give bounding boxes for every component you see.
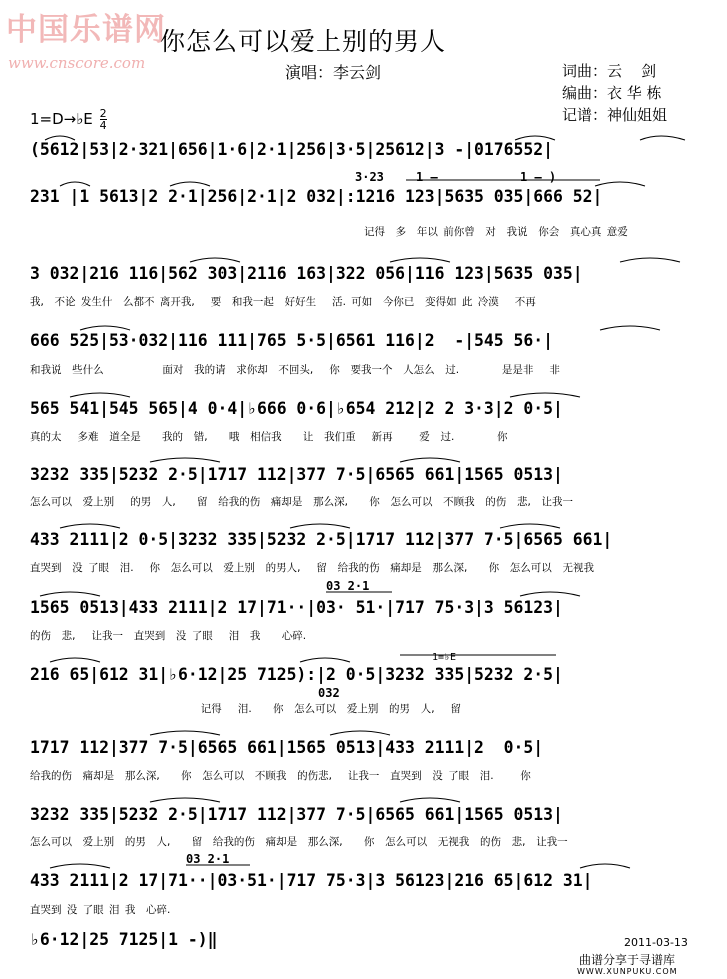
watermark-url: www.cnscore.com bbox=[8, 54, 146, 72]
watermark-site-name: 中国乐谱网 bbox=[6, 12, 166, 48]
coda-alternate: 032 bbox=[318, 686, 340, 700]
lyric-row: 给我的伤 痛却是 那么深, 你 怎么可以 不顾我 的伤悲, 让我一 直哭到 没 了眼 泪. 你 bbox=[30, 770, 531, 782]
transcriber-credit: 记谱：神仙姐姐 bbox=[562, 106, 668, 124]
score-row: 433 2111|2 0·5|3232 335|5232 2·5|1717 112|377 7·5|6565 661| bbox=[30, 530, 613, 549]
alternate-ending-2: 03 2·1 bbox=[186, 852, 230, 866]
score-row: 3232 335|5232 2·5|1717 112|377 7·5|6565 661|1565 0513| bbox=[30, 465, 563, 484]
lyric-row: 的伤 悲, 让我一 直哭到 没 了眼 泪 我 心碎. bbox=[30, 630, 307, 642]
score-row: 1717 112|377 7·5|6565 661|1565 0513|433 2111|2 0·5| bbox=[30, 738, 544, 757]
song-title: 你怎么可以爱上别的男人 bbox=[160, 27, 447, 56]
volta-bracket-1: 1 — bbox=[416, 170, 438, 184]
key-change-mark: 1=♭E bbox=[432, 652, 457, 663]
key-signature bbox=[30, 108, 107, 131]
lyric-row: 真的太 多难 道全是 我的 错, 哦 相信我 让 我们重 新再 爱 过. 你 bbox=[30, 431, 508, 443]
score-row: 3232 335|5232 2·5|1717 112|377 7·5|6565 661|1565 0513| bbox=[30, 805, 563, 824]
score-row: 231 |1 5613|2 2·1|256|2·1|2 032|:1216 123|5635 035|666 52| bbox=[30, 187, 603, 206]
transcription-date: 2011-03-13 bbox=[624, 936, 688, 949]
lyric-row: 和我说 些什么 面对 我的请 求你却 不回头, 你 要我一个 人怎么 过. 是是非 非 bbox=[30, 364, 560, 376]
volta-bracket-2: 1 — ) bbox=[520, 170, 557, 184]
volta-first-ending: 3·23 bbox=[355, 170, 384, 184]
lyrics-music-credit: 词曲：云 剑 bbox=[562, 62, 657, 80]
time-denominator: 4 bbox=[99, 119, 107, 132]
lyric-row: 直哭到 没 了眼 泪 我 心碎. bbox=[30, 904, 171, 916]
score-row: 3 032|216 116|562 303|2116 163|322 056|116 123|5635 035| bbox=[30, 264, 583, 283]
score-row: 565 541|545 565|4 0·4|♭666 0·6|♭654 212|2 2 3·3|2 0·5| bbox=[30, 399, 563, 418]
lyric-row: 直哭到 没 了眼 泪. 你 怎么可以 爱上别 的男人, 留 给我的伤 痛却是 那么深, 你 怎么可以 无视我 bbox=[30, 562, 594, 574]
alternate-ending-1: 03 2·1 bbox=[326, 579, 370, 593]
time-numerator: 2 bbox=[99, 107, 107, 120]
share-footer: 曲谱分享于寻谱库 bbox=[579, 953, 676, 967]
lyric-row: 怎么可以 爱上别 的男 人, 留 给我的伤 痛却是 那么深, 你 怎么可以 无视我 的伤 悲, 让我一 bbox=[30, 836, 568, 848]
score-row: 216 65|612 31|♭6·12|25 7125):|2 0·5|3232 335|5232 2·5| bbox=[30, 665, 563, 684]
time-signature bbox=[100, 108, 107, 131]
score-row: ♭6·12|25 7125|1 -)‖ bbox=[30, 930, 218, 949]
lyric-row: 我, 不论 发生什 么都不 离开我, 要 和我一起 好好生 活. 可如 今你已 变得如 此 冷漠 不再 bbox=[30, 296, 536, 308]
lyric-row: 记得 多 年以 前你曾 对 我说 你会 真心真 意爱 bbox=[364, 226, 628, 238]
score-row: 1565 0513|433 2111|2 17|71··|03· 51·|717 75·3|3 56123| bbox=[30, 598, 563, 617]
arranger-credit: 编曲：衣 华 栋 bbox=[562, 84, 662, 102]
lyric-row: 怎么可以 爱上别 的男 人, 留 给我的伤 痛却是 那么深, 你 怎么可以 不顾我 的伤 悲, 让我一 bbox=[30, 496, 573, 508]
score-row: (5612|53|2·321|656|1·6|2·1|256|3·5|25612|3 -|0176552| bbox=[30, 140, 554, 159]
score-row: 666 525|53·032|116 111|765 5·5|6561 116|2 -|545 56·| bbox=[30, 331, 554, 350]
key-text: 1=D→♭E bbox=[30, 110, 93, 128]
credits-block bbox=[562, 60, 667, 126]
lyric-row: 记得 泪. 你 怎么可以 爱上别 的男 人, 留 bbox=[30, 703, 462, 715]
footer-url: WWW.XUNPUKU.COM bbox=[577, 967, 678, 976]
singer-credit: 演唱：李云剑 bbox=[285, 63, 382, 82]
score-row: 433 2111|2 17|71··|03·51·|717 75·3|3 56123|216 65|612 31| bbox=[30, 871, 593, 890]
